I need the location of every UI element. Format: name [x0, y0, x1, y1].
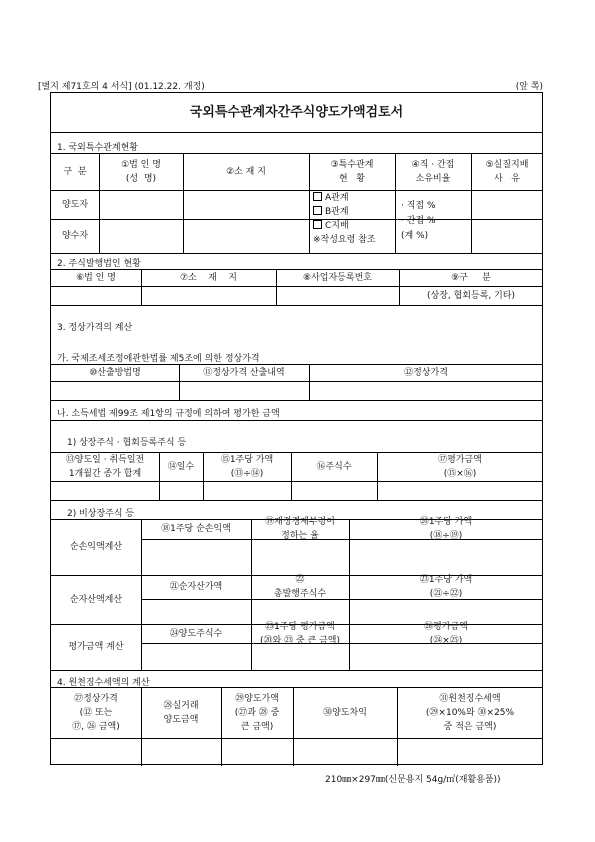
- subsection-ga-heading: 가. 국제조세조정에관한법률 제5조에 의한 정상가격: [57, 354, 260, 364]
- relation-a-option[interactable]: A관계: [313, 191, 376, 205]
- ownership-indirect: · 간접 %: [401, 216, 436, 226]
- form-title: 국외특수관계자간주식양도가액검토서: [51, 93, 542, 133]
- net-income-calc-label: 순손익액계산: [69, 542, 123, 552]
- net-income-per-share-header: ⑱1주당 순손익액: [161, 524, 231, 534]
- per-share-value-header: ⑮1주당 가액 (⑬÷⑭): [220, 454, 274, 479]
- paper-spec-footer: 210㎜×297㎜(신문용지 54g/㎡(재활용품)): [325, 775, 501, 785]
- capital-gain-header: ㉚양도차익: [323, 707, 367, 718]
- withholding-tax-header: ㉛원천징수세액 (㉙×10%와 ㉚×25% 중 적은 금액): [425, 693, 515, 732]
- relation-note: ※작성요령 참조: [313, 235, 376, 245]
- normal-price-calc-header: ㉗정상가격 (⑫ 또는 ⑰, ㉖ 금액): [72, 693, 120, 732]
- listed-stock-heading: 1) 상장주식 · 협회등록주식 등: [67, 438, 187, 448]
- relation-b-checkbox[interactable]: [313, 206, 322, 215]
- month-close-sum-header: ⑬양도일 · 취득일전 1개월간 종가 합계: [65, 454, 145, 479]
- col-control-header: ⑤실질지배 사 유: [485, 159, 529, 184]
- actual-transfer-amount-header: ㉘실거래 양도금액: [163, 700, 199, 725]
- ministry-rate-header: ⑲재정경제부령이 정하는 율: [265, 517, 335, 541]
- section-1-heading: 1. 국외특수관계현황: [57, 143, 139, 153]
- col-corp-name-header: ①법 인 명 (성 명): [121, 159, 161, 184]
- relation-a-checkbox[interactable]: [313, 192, 322, 201]
- asset-per-share-value-header: ㉓1주당 가액 (㉑÷㉒): [419, 575, 473, 599]
- ownership-ratio: [401, 199, 436, 244]
- calc-detail-header: ⑪정상가격 산출내역: [203, 367, 285, 378]
- relation-c-option[interactable]: C지배: [313, 219, 376, 233]
- ownership-total: (계 %): [401, 231, 429, 241]
- unlisted-valuation-amount-header: ㉖평가금액 (㉔×㉕): [424, 621, 468, 646]
- net-asset-calc-label: 순자산액계산: [69, 594, 123, 605]
- row-transferee-label: 양수자: [61, 231, 89, 241]
- unlisted-stock-heading: 2) 비상장주식 등: [67, 509, 135, 519]
- section-2-heading: 2. 주식발행법인 현황: [57, 259, 141, 269]
- page-side-label: (앞 쪽): [515, 82, 543, 92]
- section-3-heading: 3. 정상가격의 계산: [57, 323, 133, 333]
- col-location-header: ②소 재 지: [226, 166, 266, 177]
- form-reference: [별지 제71호의 4 서식] (01.12.22. 개정): [38, 82, 205, 92]
- issuer-name-header: ⑥법 인 명: [76, 272, 116, 283]
- share-count-header: ⑯주식수: [316, 461, 352, 472]
- relation-b-option[interactable]: B관계: [313, 205, 376, 219]
- income-per-share-value-header: ⑳1주당 가액 (⑱÷⑲): [419, 517, 473, 541]
- normal-price-header: ⑫정상가격: [404, 367, 448, 378]
- review-form: [50, 92, 543, 765]
- valuation-calc-label: 평가금액 계산: [68, 642, 124, 652]
- section-4-heading: 4. 원천징수세액의 계산: [57, 678, 150, 688]
- net-asset-value-header: ㉑순자산가액: [169, 582, 223, 592]
- transferred-shares-header: ㉔양도주식수: [169, 628, 223, 639]
- valuation-amount-header: ⑰평가금액 (⑮×⑯): [438, 454, 482, 479]
- calc-method-header: ⑩산출방법명: [89, 367, 141, 378]
- transfer-value-header: ㉙양도가액 (㉗과 ㉘ 중 큰 금액): [234, 693, 280, 732]
- relation-c-checkbox[interactable]: [313, 220, 322, 229]
- row-transferor-label: 양도자: [61, 199, 89, 210]
- issuer-type-options: (상장, 협회등록, 기타): [426, 290, 516, 301]
- per-share-valuation-header: ㉕1주당 평가금액 (⑳와 ㉓ 중 큰 금액): [260, 621, 340, 646]
- issuer-type-header: ⑨구 분: [451, 272, 491, 283]
- issuer-location-header: ⑦소 재 지: [179, 272, 238, 283]
- subsection-na-heading: 나. 소득세법 제99조 제1항의 규정에 의하여 평가한 금액: [57, 409, 280, 419]
- issuer-bizno-header: ⑧사업자등록번호: [303, 272, 372, 283]
- days-header: ⑭일수: [167, 461, 195, 472]
- col-ownership-header: ④직 · 간접 소유비율: [411, 159, 455, 184]
- total-shares-issued-header: ㉒ 총발행주식수: [273, 575, 327, 599]
- relation-options: [313, 191, 376, 247]
- col-gubun-header: 구 분: [63, 166, 87, 177]
- ownership-direct: · 직접 %: [401, 201, 436, 211]
- col-relation-header: ③특수관계 현 황: [330, 159, 374, 184]
